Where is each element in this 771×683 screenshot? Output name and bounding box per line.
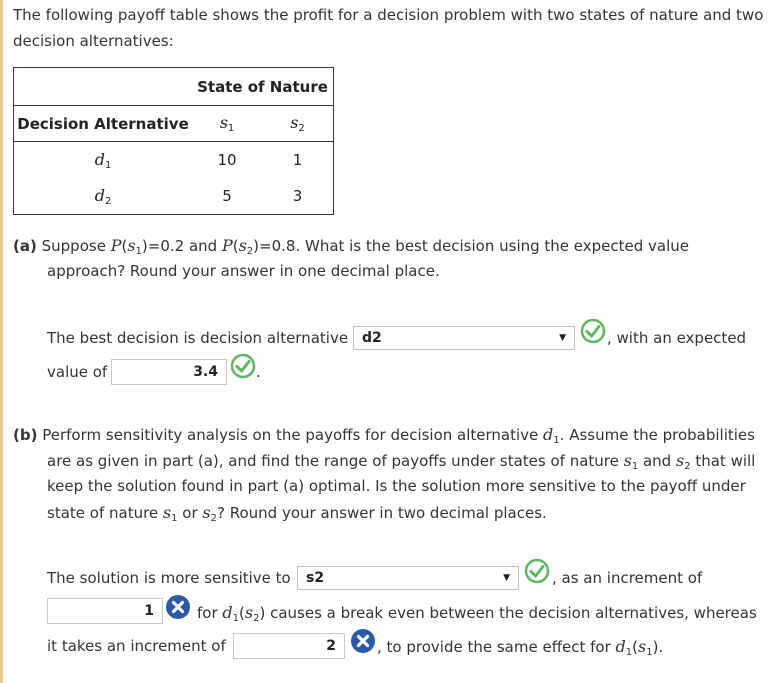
period: . (256, 363, 261, 381)
dropdown-arrow-icon: ▼ (503, 573, 510, 583)
row-label-d1: $d_1$ (94, 149, 112, 171)
decision-alternative-header: Decision Alternative (14, 106, 193, 142)
best-decision-select-value: d2 (362, 330, 382, 346)
dropdown-arrow-icon: ▼ (559, 333, 566, 343)
part-a-question-line-2: approach? Round your answer in one decimal place. (47, 262, 440, 280)
row-label-d2: $d_2$ (94, 185, 112, 207)
best-decision-select[interactable] (353, 326, 575, 350)
increment-d1-s1-input[interactable]: 2 (233, 633, 345, 659)
part-b-answer-suffix: , as an increment of (552, 569, 703, 587)
part-a-answer-prefix: The best decision is decision alternative (47, 329, 349, 347)
intro-line-1: The following payoff table shows the profit for a decision problem with two states of nature and two (13, 6, 764, 24)
part-b-provide-text: , to provide the same effect for $d_1(s_1)$. (377, 637, 664, 658)
part-b-for-text: for $d_1(s_2)$ causes a break even between the decision alternatives, whereas (197, 603, 757, 624)
accent-bar (0, 0, 3, 683)
part-a-answer-suffix: , with an expected (607, 329, 747, 347)
increment-d1-s2-input[interactable]: 1 (47, 598, 163, 624)
part-b-answer-prefix: The solution is more sensitive to (47, 569, 291, 587)
part-b-question-line-1: (b) Perform sensitivity analysis on the payoffs for decision alternative $d_1$. Assume the probabilities (13, 425, 755, 446)
cell-d1-s2: 1 (292, 151, 303, 169)
cell-d2-s1: 5 (222, 187, 232, 205)
table-row (14, 142, 334, 179)
part-b-label: (b) (13, 426, 38, 444)
expected-value-input[interactable]: 3.4 (111, 359, 227, 385)
part-b-question-line-4: state of nature $s_1$ or $s_2$? Round your answer in two decimal places. (47, 503, 547, 524)
sensitivity-select-value: s2 (306, 570, 325, 586)
col-header-s2: $s_2$ (262, 106, 334, 142)
check-circle-icon (230, 353, 256, 379)
x-circle-icon (350, 628, 376, 654)
it-takes-label: it takes an increment of (47, 637, 226, 655)
part-a-question-line-1: (a) Suppose $P(s_1)=0.2$ and $P(s_2)=0.8$. What is the best decision using the expected value (13, 236, 689, 257)
payoff-table (13, 67, 334, 215)
part-b-question-line-2: are as given in part (a), and find the range of payoffs under states of nature $s_1$ and $s_2$ that will (47, 451, 756, 472)
table-row (14, 178, 334, 215)
col-header-s1: $s_1$ (192, 106, 262, 142)
check-circle-icon (524, 558, 550, 584)
value-of-label: value of (47, 363, 108, 381)
sensitivity-select[interactable] (297, 566, 519, 590)
part-a-label: (a) (13, 237, 37, 255)
check-circle-icon (580, 318, 606, 344)
state-of-nature-header: State of Nature (197, 77, 328, 96)
part-b-question-line-3: keep the solution found in part (a) optimal. Is the solution more sensitive to the payoff under (47, 477, 746, 495)
cell-d1-s1: 10 (217, 151, 237, 169)
x-circle-icon (165, 594, 191, 620)
intro-line-2: decision alternatives: (13, 32, 174, 50)
cell-d2-s2: 3 (292, 187, 303, 205)
